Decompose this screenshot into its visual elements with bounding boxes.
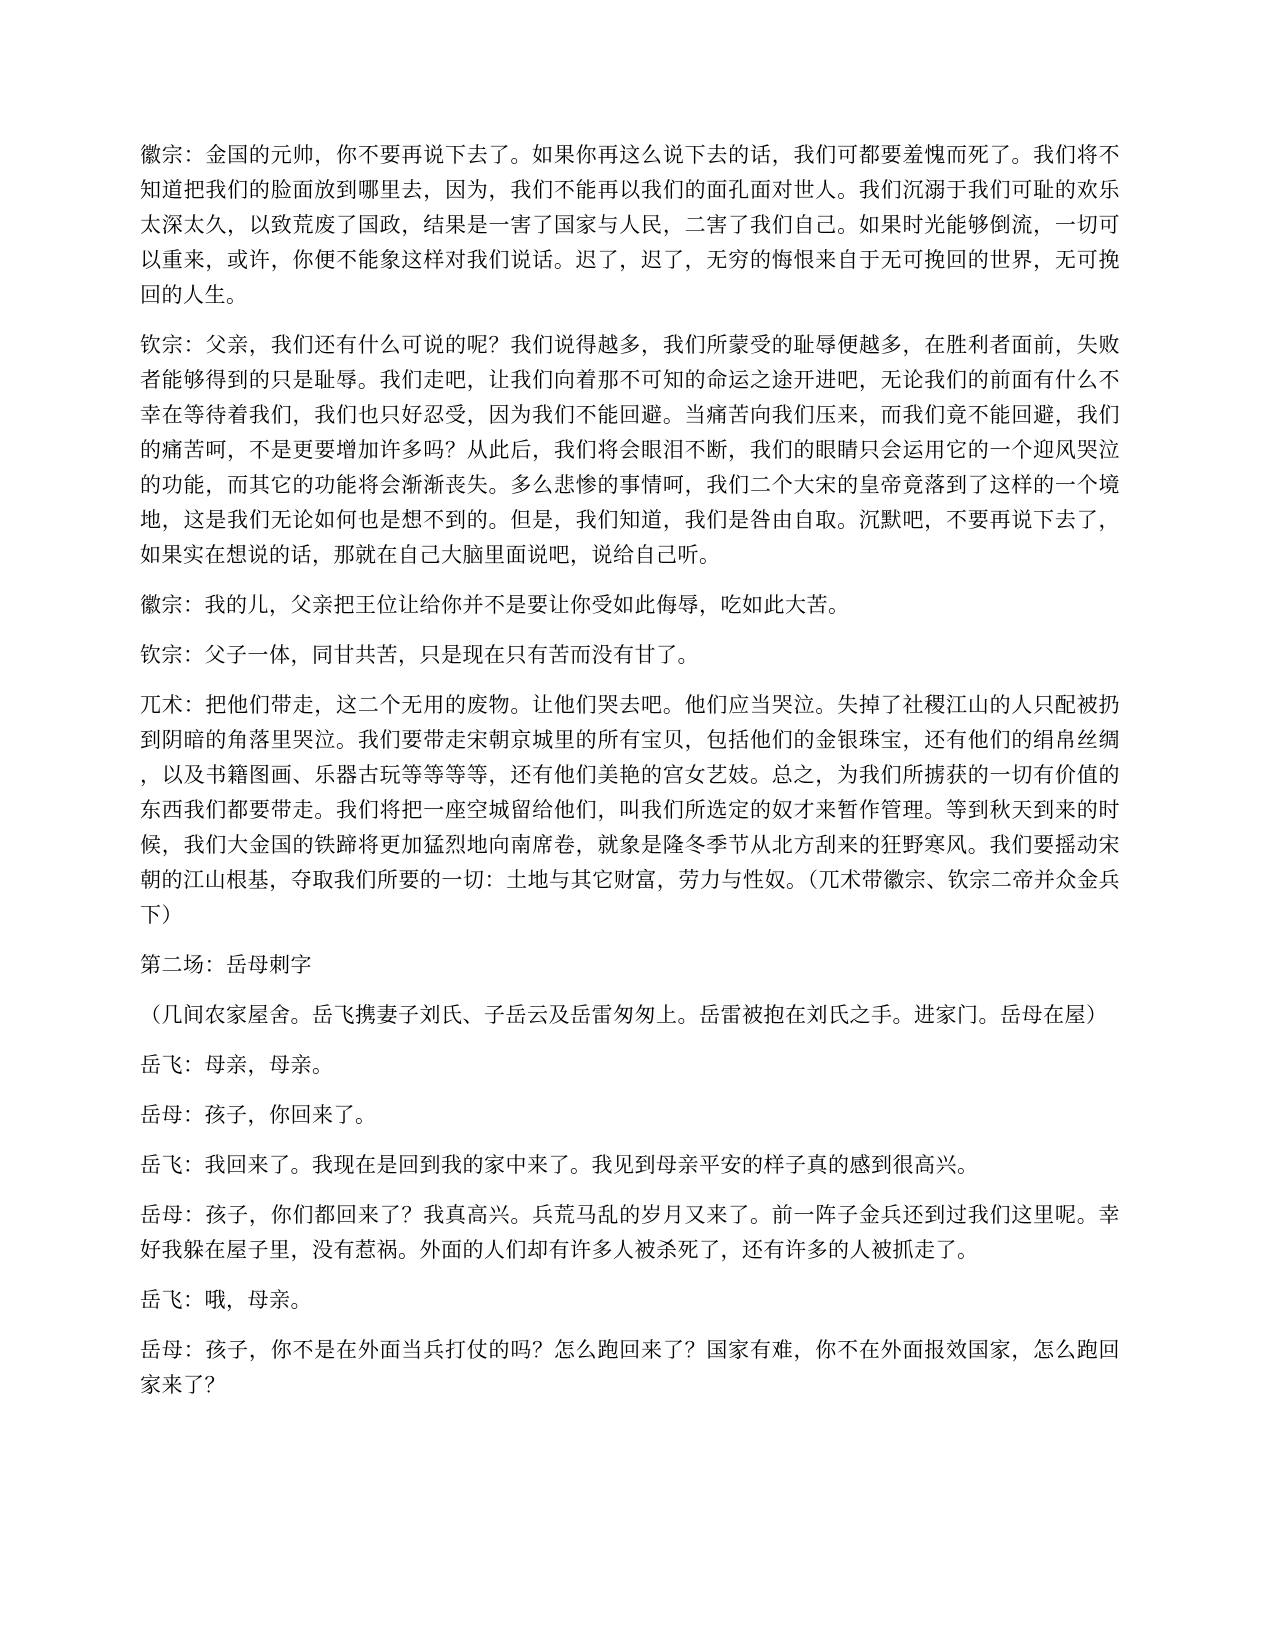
dialogue-yuefei-1: 岳飞：母亲，母亲。 bbox=[140, 1053, 334, 1077]
scene-heading: 第二场：岳母刺字 bbox=[140, 953, 312, 977]
dialogue-yuefei-3: 岳飞：哦，母亲。 bbox=[140, 1288, 312, 1312]
dialogue-yuemu-3: 岳母：孩子，你不是在外面当兵打仗的吗？怎么跑回来了？国家有难，你不在外面报效国家，怎么跑回家来了？ bbox=[140, 1338, 1120, 1397]
dialogue-qinzong-2: 钦宗：父子一体，同甘共苦，只是现在只有苦而没有甘了。 bbox=[140, 643, 699, 667]
dialogue-wuzhu-1: 兀术：把他们带走，这二个无用的废物。让他们哭去吧。他们应当哭泣。失掉了社稷江山的人只配被扔到阴暗的角落里哭泣。我们要带走宋朝京城里的所有宝贝，包括他们的金银珠宝，还有他们的绢帛丝绸，以及书籍图画、乐器古玩等等等等，还有他们美艳的宫女艺妓。总之，为我们所掳获的一切有价值的东西我们都要带走。我们将把一座空城留给他们，叫我们所选定的奴才来暂作管理。等到秋天到来的时候，我们大金国的铁蹄将更加猛烈地向南席卷，就象是隆冬季节从北方刮来的狂野寒风。我们要摇动宋朝的江山根基，夺取我们所要的一切：土地与其它财富，劳力与性奴。（兀术带徽宗、钦宗二帝并众金兵下） bbox=[140, 693, 1120, 927]
dialogue-huizong-2: 徽宗：我的儿，父亲把王位让给你并不是要让你受如此侮辱，吃如此大苦。 bbox=[140, 593, 850, 617]
dialogue-yuemu-2: 岳母：孩子，你们都回来了？我真高兴。兵荒马乱的岁月又来了。前一阵子金兵还到过我们这里呢。幸好我躲在屋子里，没有惹祸。外面的人们却有许多人被杀死了，还有许多的人被抓走了。 bbox=[140, 1203, 1120, 1262]
dialogue-yuemu-1: 岳母：孩子，你回来了。 bbox=[140, 1103, 377, 1127]
script-text bbox=[140, 138, 1120, 1403]
dialogue-yuefei-2: 岳飞：我回来了。我现在是回到我的家中来了。我见到母亲平安的样子真的感到很高兴。 bbox=[140, 1153, 979, 1177]
stage-direction: （几间农家屋舍。岳飞携妻子刘氏、子岳云及岳雷匆匆上。岳雷被抱在刘氏之手。进家门。岳母在屋） bbox=[140, 1003, 1108, 1027]
dialogue-huizong-1: 徽宗：金国的元帅，你不要再说下去了。如果你再这么说下去的话，我们可都要羞愧而死了。我们将不知道把我们的脸面放到哪里去，因为，我们不能再以我们的面孔面对世人。我们沉溺于我们可耻的欢乐太深太久，以致荒废了国政，结果是一害了国家与人民，二害了我们自己。如果时光能够倒流，一切可以重来，或许，你便不能象这样对我们说话。迟了，迟了，无穷的悔恨来自于无可挽回的世界，无可挽回的人生。 bbox=[140, 143, 1120, 307]
dialogue-qinzong-1: 钦宗：父亲，我们还有什么可说的呢？我们说得越多，我们所蒙受的耻辱便越多，在胜利者面前，失败者能够得到的只是耻辱。我们走吧，让我们向着那不可知的命运之途开进吧，无论我们的前面有什么不幸在等待着我们，我们也只好忍受，因为我们不能回避。当痛苦向我们压来，而我们竟不能回避，我们的痛苦呵，不是更要增加许多吗？从此后，我们将会眼泪不断，我们的眼睛只会运用它的一个迎风哭泣的功能，而其它的功能将会渐渐丧失。多么悲惨的事情呵，我们二个大宋的皇帝竟落到了这样的一个境地，这是我们无论如何也是想不到的。但是，我们知道，我们是咎由自取。沉默吧，不要再说下去了，如果实在想说的话，那就在自己大脑里面说吧，说给自己听。 bbox=[140, 333, 1120, 567]
